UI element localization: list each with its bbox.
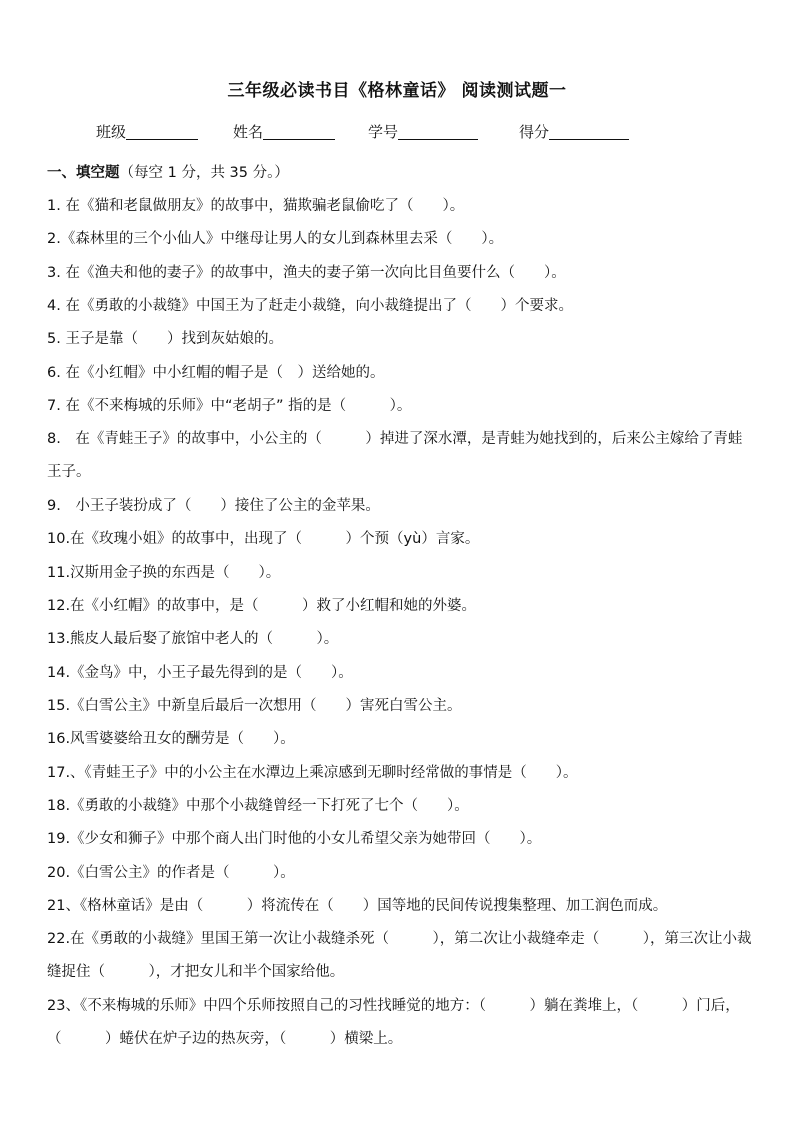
name-label: 姓名 <box>233 123 264 141</box>
question-16: 16.风雪婆婆给丑女的酬劳是（ ）。 <box>47 731 295 747</box>
question-8: 8. 在《青蛙王子》的故事中，小公主的（ ）掉进了深水潭，是青蛙为她找到的，后来公主嫁给了青蛙王子。 <box>47 431 743 480</box>
question-15: 15.《白雪公主》中新皇后最后一次想用（ ）害死白雪公主。 <box>47 698 462 714</box>
student-id-blank[interactable] <box>398 123 478 140</box>
question-7: 7. 在《不来梅城的乐师》中“老胡子” 指的是（ ）。 <box>47 398 412 414</box>
question-11: 11.汉斯用金子换的东西是（ ）。 <box>47 565 281 581</box>
class-blank[interactable] <box>126 123 198 140</box>
question-10: 10.在《玫瑰小姐》的故事中，出现了（ ）个预（yù）言家。 <box>47 531 480 547</box>
score-label: 得分 <box>519 123 550 141</box>
question-12: 12.在《小红帽》的故事中，是（ ）救了小红帽和她的外婆。 <box>47 598 477 614</box>
student-id-field <box>368 121 478 142</box>
question-2: 2.《森林里的三个小仙人》中继母让男人的女儿到森林里去采（ ）。 <box>47 231 504 247</box>
question-14: 14.《金鸟》中，小王子最先得到的是（ ）。 <box>47 665 353 681</box>
question-22: 22.在《勇敢的小裁缝》里国王第一次让小裁缝杀死（ ），第二次让小裁缝牵走（ ），第三次让小裁缝捉住（ ），才把女儿和半个国家给他。 <box>47 931 752 980</box>
question-3: 3. 在《渔夫和他的妻子》的故事中，渔夫的妻子第一次向比目鱼要什么（ ）。 <box>47 265 566 281</box>
question-4: 4. 在《勇敢的小裁缝》中国王为了赶走小裁缝，向小裁缝提出了（ ）个要求。 <box>47 298 573 314</box>
name-blank[interactable] <box>263 123 335 140</box>
question-23: 23、《不来梅城的乐师》中四个乐师按照自己的习性找睡觉的地方：（ ）躺在粪堆上，（ ）门后，（ ）蜷伏在炉子边的热灰旁，（ ）横梁上。 <box>47 998 740 1047</box>
section-title: 填空题 <box>76 165 120 181</box>
section-heading <box>47 161 289 182</box>
question-6: 6. 在《小红帽》中小红帽的帽子是（ ）送给她的。 <box>47 365 385 381</box>
question-1: 1. 在《猫和老鼠做朋友》的故事中，猫欺骗老鼠偷吃了（ ）。 <box>47 198 465 214</box>
section-number: 一、 <box>47 165 76 181</box>
question-13: 13.熊皮人最后娶了旅馆中老人的（ ）。 <box>47 631 339 647</box>
class-field <box>96 121 198 142</box>
class-label: 班级 <box>96 123 127 141</box>
question-5: 5. 王子是靠（ ）找到灰姑娘的。 <box>47 331 283 347</box>
student-id-label: 学号 <box>368 123 399 141</box>
score-blank[interactable] <box>549 123 629 140</box>
question-9: 9. 小王子装扮成了（ ）接住了公主的金苹果。 <box>47 498 380 514</box>
question-20: 20.《白雪公主》的作者是（ ）。 <box>47 865 295 881</box>
name-field <box>233 121 335 142</box>
question-17: 17.、《青蛙王子》中的小公主在水潭边上乘凉感到无聊时经常做的事情是（ ）。 <box>47 765 578 781</box>
page-title: 三年级必读书目《格林童话》 阅读测试题一 <box>227 81 567 101</box>
question-19: 19.《少女和狮子》中那个商人出门时他的小女儿希望父亲为她带回（ ）。 <box>47 831 542 847</box>
question-18: 18.《勇敢的小裁缝》中那个小裁缝曾经一下打死了七个（ ）。 <box>47 798 469 814</box>
score-field <box>519 121 629 142</box>
section-note: （每空 1 分，共 35 分。） <box>119 165 289 181</box>
question-21: 21、《格林童话》是由（ ）将流传在（ ）国等地的民间传说搜集整理、加工润色而成。 <box>47 898 668 914</box>
